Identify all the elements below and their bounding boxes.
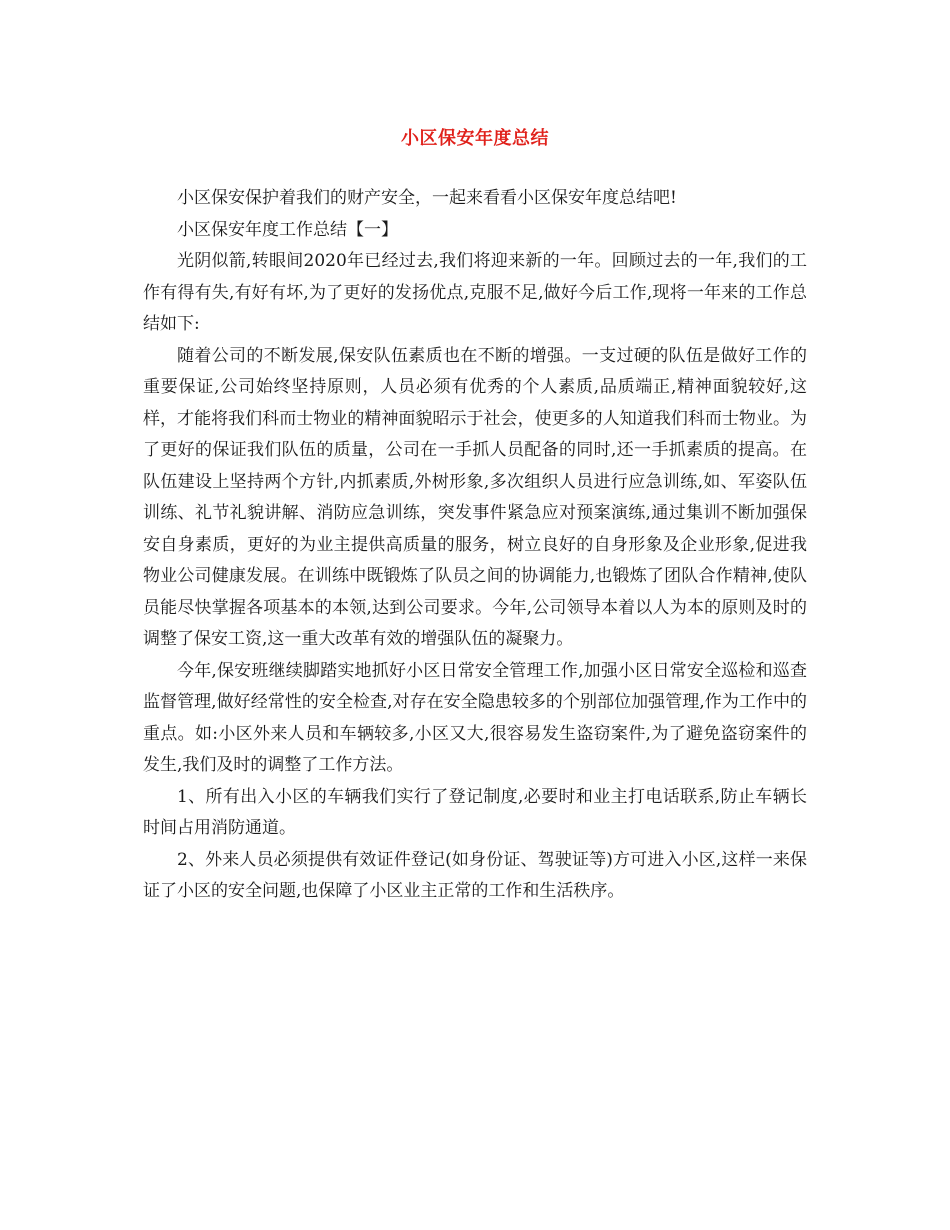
- document-body: [143, 183, 807, 908]
- document-title: 小区保安年度总结: [401, 128, 549, 149]
- body-paragraph: 随着公司的不断发展,保安队伍素质也在不断的增强。一支过硬的队伍是做好工作的重要保证,公司始终坚持原则，人员必须有优秀的个人素质,品质端正,精神面貌较好,这样，才能将我们科而士物业的精神面貌昭示于社会，使更多的人知道我们科而士物业。为了更好的保证我们队伍的质量，公司在一手抓人员配备的同时,还一手抓素质的提高。在队伍建设上坚持两个方针,内抓素质,外树形象,多次组织人员进行应急训练,如、军姿队伍训练、礼节礼貌讲解、消防应急训练，突发事件紧急应对预案演练,通过集训不断加强保安自身素质，更好的为业主提供高质量的服务，树立良好的自身形象及企业形象,促进我物业公司健康发展。在训练中既锻炼了队员之间的协调能力,也锻炼了团队合作精神,使队员能尽快掌握各项基本的本领,达到公司要求。今年,公司领导本着以人为本的原则及时的调整了保安工资,这一重大改革有效的增强队伍的凝聚力。: [143, 345, 807, 649]
- section-heading: 小区保安年度工作总结【一】: [177, 219, 398, 240]
- body-paragraph: 光阴似箭,转眼间2020年已经过去,我们将迎来新的一年。回顾过去的一年,我们的工作有得有失,有好有坏,为了更好的发扬优点,克服不足,做好今后工作,现将一年来的工作总结如下:: [143, 251, 807, 334]
- body-paragraph: 今年,保安班继续脚踏实地抓好小区日常安全管理工作,加强小区日常安全巡检和巡查监督管理,做好经常性的安全检查,对存在安全隐患较多的个别部位加强管理,作为工作中的重点。如:小区外来人员和车辆较多,小区又大,很容易发生盗窃案件,为了避免盗窃案件的发生,我们及时的调整了工作方法。: [143, 660, 807, 775]
- intro-paragraph: 小区保安保护着我们的财产安全，一起来看看小区保安年度总结吧!: [177, 188, 677, 208]
- list-item: 1、所有出入小区的车辆我们实行了登记制度,必要时和业主打电话联系,防止车辆长时间占用消防通道。: [143, 786, 807, 838]
- list-item: 2、外来人员必须提供有效证件登记(如身份证、驾驶证等)方可进入小区,这样一来保证了小区的安全问题,也保障了小区业主正常的工作和生活秩序。: [143, 849, 807, 901]
